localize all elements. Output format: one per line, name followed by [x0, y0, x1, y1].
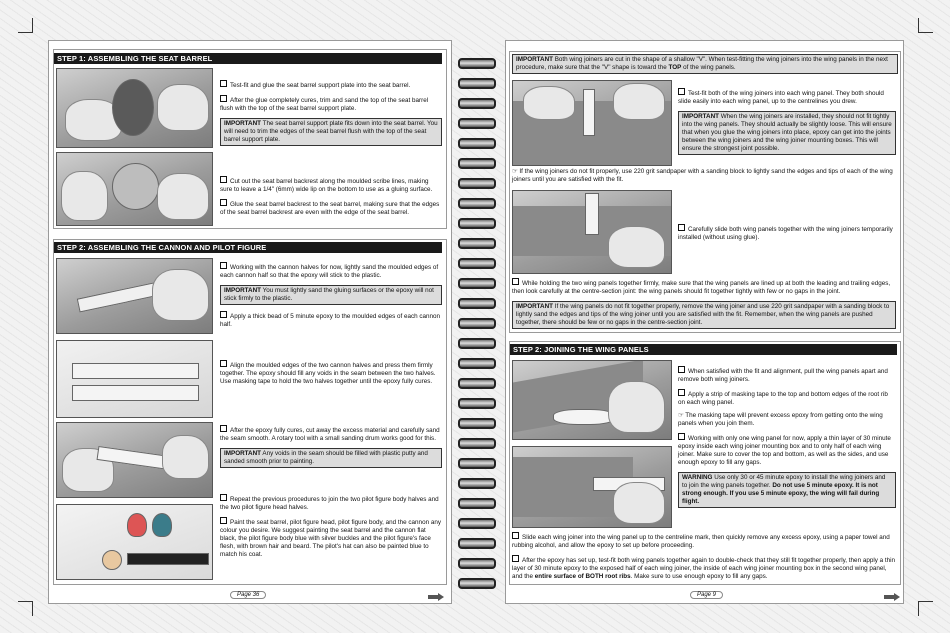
- binding-ring: [458, 438, 496, 449]
- photo-masking-tape: [512, 360, 672, 440]
- step1-instruction: Test-fit and glue the seat barrel support plate into the seat barrel.: [230, 82, 411, 89]
- pilot-face-illustration: [102, 550, 122, 570]
- binding-ring: [458, 298, 496, 309]
- instruction: Slide each wing joiner into the wing panel up to the centreline mark, then quickly remove any excess epoxy, using a paper towel and rubbing alcohol, and allow the epoxy to set up before proceeding.: [512, 534, 890, 549]
- note-label: IMPORTANT: [682, 113, 719, 120]
- note-label: IMPORTANT: [516, 303, 553, 310]
- binding-ring: [458, 58, 496, 69]
- next-page-arrow-icon: [884, 593, 900, 601]
- binding-ring: [458, 78, 496, 89]
- step1-instruction: Glue the seat barrel backrest to the seat barrel, making sure that the edges of the seat barrel backrest are even with the edge of the seat barrel.: [220, 201, 440, 216]
- checkbox-icon[interactable]: [512, 278, 519, 285]
- instruction: . Make sure to use enough epoxy to fill any gaps.: [630, 573, 768, 580]
- crop-mark: [18, 601, 33, 616]
- note-label: IMPORTANT: [516, 56, 553, 63]
- cannon-half-illustration: [72, 385, 199, 401]
- pilot-head-illustration: [127, 513, 147, 537]
- step2-instruction: Working with the cannon halves for now, lightly sand the moulded edges of each cannon half so that the epoxy will stick to the plastic.: [220, 264, 439, 279]
- hand-illustration: [157, 173, 209, 220]
- instruction: After the epoxy has set up, test-fit both wing panels together again to double-check that they still fit together properly, then apply a thin layer of 30 minute epoxy to the exposed half of each wing joiner, the inside of each wing joiner mounting box in the second wing panel, and the: [512, 557, 896, 580]
- checkbox-icon[interactable]: [220, 494, 227, 501]
- instruction: Working with only one wing panel for now, apply a thin layer of 30 minute epoxy inside each wing joiner mounting box and to only half of each wing joiner. Make sure to cover the top and bottom, as well as the sides, and use enough epoxy to fill any gaps.: [678, 435, 891, 466]
- cannon-half-illustration: [72, 363, 199, 379]
- binding-ring: [458, 198, 496, 209]
- note-label: IMPORTANT: [224, 450, 261, 457]
- step1-header: STEP 1: ASSEMBLING THE SEAT BARREL: [54, 53, 442, 64]
- page-number-right: Page 9: [690, 591, 723, 599]
- photo-wing-panels-together: [512, 190, 672, 274]
- important-note: [678, 111, 896, 155]
- step1-text: [220, 80, 442, 222]
- checkbox-icon[interactable]: [220, 517, 227, 524]
- step2-joining-text-2: [512, 532, 896, 586]
- step1-instruction: Cut out the seat barrel backrest along the moulded scribe lines, making sure to leave a 1/4" (6mm) wide lip on the bottom to use as a gluing surface.: [220, 178, 433, 193]
- checkbox-icon[interactable]: [220, 311, 227, 318]
- checkbox-icon[interactable]: [512, 532, 519, 539]
- tip: The masking tape will prevent excess epoxy from getting onto the wing panels when you join them.: [678, 412, 883, 427]
- step2-instruction: Align the moulded edges of the two cannon halves and press them firmly together. The epoxy should fill any voids in the seam between the two halves. Use masking tape to hold the two halves together until the epoxy fully cures.: [220, 362, 436, 385]
- binding-ring: [458, 318, 496, 329]
- hand-illustration: [152, 269, 209, 321]
- note-emphasis: TOP: [668, 64, 682, 71]
- checkbox-icon[interactable]: [220, 176, 227, 183]
- checkbox-icon[interactable]: [220, 199, 227, 206]
- binding-ring: [458, 418, 496, 429]
- photo-cannon-halves: [56, 340, 213, 418]
- crop-mark: [918, 601, 933, 616]
- photo-pilot-figure: [56, 504, 213, 580]
- important-note: [220, 448, 442, 468]
- right-page: [505, 40, 904, 604]
- photo-epoxy-joiner: [512, 446, 672, 528]
- pointing-hand-icon: ☞: [512, 168, 518, 175]
- binding-ring: [458, 118, 496, 129]
- step1-instruction: After the glue completely cures, trim and sand the top of the seat barrel flush with the top of the seat barrel support plate.: [220, 97, 429, 112]
- tape-illustration: [553, 409, 615, 425]
- step2-panel: [53, 239, 447, 585]
- binding-ring: [458, 578, 496, 589]
- hand-illustration: [613, 482, 665, 524]
- checkbox-icon[interactable]: [678, 433, 685, 440]
- binding-ring: [458, 278, 496, 289]
- crop-mark: [918, 18, 933, 33]
- checkbox-icon[interactable]: [678, 389, 685, 396]
- binding-ring: [458, 378, 496, 389]
- photo-seat-barrel-plate: [56, 68, 213, 148]
- binding-ring: [458, 478, 496, 489]
- tip: If the wing joiners do not fit properly, use 220 grit sandpaper with a sanding block to lightly sand the edges and tips of each of the wing joiners until you are satisfied with the fit.: [512, 168, 893, 183]
- hand-illustration: [157, 84, 209, 131]
- binding-ring: [458, 218, 496, 229]
- hand-illustration: [613, 83, 665, 120]
- step2-joining-panel: [509, 341, 901, 585]
- pilot-body-illustration: [152, 513, 172, 537]
- binding-ring: [458, 138, 496, 149]
- instruction: While holding the two wing panels together firmly, make sure that the wing panels are lined up at both the leading and trailing edges, then look carefully at the centre-section joint: the wing panels should fit together tightly with few or no gaps in the joint.: [512, 280, 891, 295]
- checkbox-icon[interactable]: [220, 95, 227, 102]
- checkbox-icon[interactable]: [678, 224, 685, 231]
- important-note: [220, 118, 442, 146]
- page-number-left: Page 36: [230, 591, 266, 599]
- note-text: You must lightly sand the gluing surfaces or the epoxy will not stick firmly to the plastic.: [224, 287, 434, 302]
- wing-joiner-illustration: [583, 89, 595, 136]
- next-page-arrow-icon: [428, 593, 444, 601]
- backrest-illustration: [112, 163, 159, 210]
- wing-joiner-illustration: [585, 193, 599, 235]
- warning-label: WARNING: [682, 474, 713, 481]
- wing-fit-panel: [509, 51, 901, 333]
- checkbox-icon[interactable]: [678, 366, 685, 373]
- checkbox-icon[interactable]: [220, 262, 227, 269]
- warning-emphasis: Do not use 5 minute epoxy. It is not strong enough. If you use 5 minute epoxy, the wing will fail during flight.: [682, 482, 880, 505]
- instruction: When satisfied with the fit and alignment, pull the wing panels apart and remove both wing joiners.: [678, 368, 888, 383]
- note-text: Both wing joiners are cut in the shape of a shallow "V". When test-fitting the wing joiners into the wing panels in the next procedure, make sure that the "V" shape is toward the: [516, 56, 888, 71]
- important-note: [512, 301, 896, 329]
- photo-wing-joiner-testfit: [512, 80, 672, 166]
- binding-ring: [458, 558, 496, 569]
- note-text: When the wing joiners are installed, they should not fit tightly into the wing panels. They should actually be slightly loose. This will ensure that when you glue the wing joiners into place, epoxy can get into the joints between the wing joiners and the wing joiner mounting boxes. This will ensure the strongest joint possible.: [682, 113, 892, 152]
- left-page: [48, 40, 452, 604]
- instruction: Carefully slide both wing panels together with the wing joiners temporarily installed (without using glue).: [678, 226, 893, 241]
- note-text: Any voids in the seam should be filled with plastic putty and sanded smooth prior to painting.: [224, 450, 428, 465]
- wing-fit-text: [678, 88, 896, 161]
- warning-text: Use only 30 or 45 minute epoxy to install the wing joiners and to join the wing panels together.: [682, 474, 886, 489]
- photo-cannon-epoxy: [56, 422, 213, 498]
- step2-joining-text: [678, 366, 896, 514]
- binding-ring: [458, 258, 496, 269]
- important-note: [220, 285, 442, 305]
- step1-panel: [53, 49, 447, 229]
- important-note-top: [512, 54, 898, 74]
- wing-fit-text-3: [512, 278, 896, 335]
- warning-note: [678, 472, 896, 508]
- checkbox-icon[interactable]: [220, 80, 227, 87]
- binding-ring: [458, 338, 496, 349]
- note-label: IMPORTANT: [224, 287, 261, 294]
- binding-ring: [458, 98, 496, 109]
- binding-ring: [458, 238, 496, 249]
- binding-ring: [458, 358, 496, 369]
- checkbox-icon[interactable]: [220, 360, 227, 367]
- note-label: IMPORTANT: [224, 120, 261, 127]
- step2-text: [220, 262, 442, 564]
- binding-ring: [458, 178, 496, 189]
- binding-ring: [458, 498, 496, 509]
- step2-instruction: Apply a thick bead of 5 minute epoxy to the moulded edges of each cannon half.: [220, 313, 441, 328]
- seat-barrel-illustration: [112, 79, 154, 136]
- binding-ring: [458, 458, 496, 469]
- note-text: of the wing panels.: [683, 64, 736, 71]
- step2-instruction: After the epoxy fully cures, cut away the excess material and carefully sand the seam smooth. A rotary tool with a small sanding drum works good for this.: [220, 427, 440, 442]
- checkbox-icon[interactable]: [678, 88, 685, 95]
- photo-cannon-sanding: [56, 258, 213, 334]
- note-text: The seat barrel support plate fits down into the seat barrel. You will need to trim the edges of the seat barrel flush with the top of the seat barrel support plate.: [224, 120, 438, 143]
- note-text: If the wing panels do not fit together properly, remove the wing joiner and use 220 grit sandpaper with a sanding block to lightly sand the edges and tips of the wing joiner until you are satisfied with the fit. Remember, when the wing panels are pushed together, there should be few or no gaps in the centre-section joint.: [516, 303, 890, 326]
- instruction: Test-fit both of the wing joiners into each wing panel. They both should slide easily into each wing panel, up to the centrelines you drew.: [678, 90, 884, 105]
- hand-illustration: [523, 86, 575, 120]
- binding-ring: [458, 158, 496, 169]
- binding-ring: [458, 518, 496, 529]
- pointing-hand-icon: ☞: [678, 412, 684, 419]
- tip-text: [512, 168, 896, 189]
- step2-instruction: Repeat the previous procedures to join the two pilot figure body halves and the two pilot figure head halves.: [220, 496, 439, 511]
- instruction: Apply a strip of masking tape to the top and bottom edges of the root rib on each wing panel.: [678, 391, 888, 406]
- crop-mark: [18, 18, 33, 33]
- step2-instruction: Paint the seat barrel, pilot figure head, pilot figure body, and the cannon any colour you desire. We suggest painting the seat barrel and the cannon flat black, the pilot figure body blue with silver buckles and the pilot figure's face flesh, with brown hair and beard. The pilot's hat can also be painted blue to match his coat.: [220, 519, 441, 558]
- hand-illustration: [608, 381, 665, 433]
- cannon-painted-illustration: [127, 553, 209, 565]
- hand-illustration: [162, 435, 209, 479]
- instruction-emphasis: entire surface of BOTH root ribs: [534, 573, 631, 580]
- step2-joining-header: STEP 2: JOINING THE WING PANELS: [510, 344, 897, 355]
- binding-ring: [458, 538, 496, 549]
- step2-header: STEP 2: ASSEMBLING THE CANNON AND PILOT FIGURE: [54, 242, 442, 253]
- wing-fit-text-2: [678, 224, 896, 247]
- hand-illustration: [608, 226, 665, 268]
- hand-illustration: [61, 171, 108, 221]
- binding-ring: [458, 398, 496, 409]
- photo-backrest: [56, 152, 213, 226]
- checkbox-icon[interactable]: [220, 425, 227, 432]
- checkbox-icon[interactable]: [512, 555, 519, 562]
